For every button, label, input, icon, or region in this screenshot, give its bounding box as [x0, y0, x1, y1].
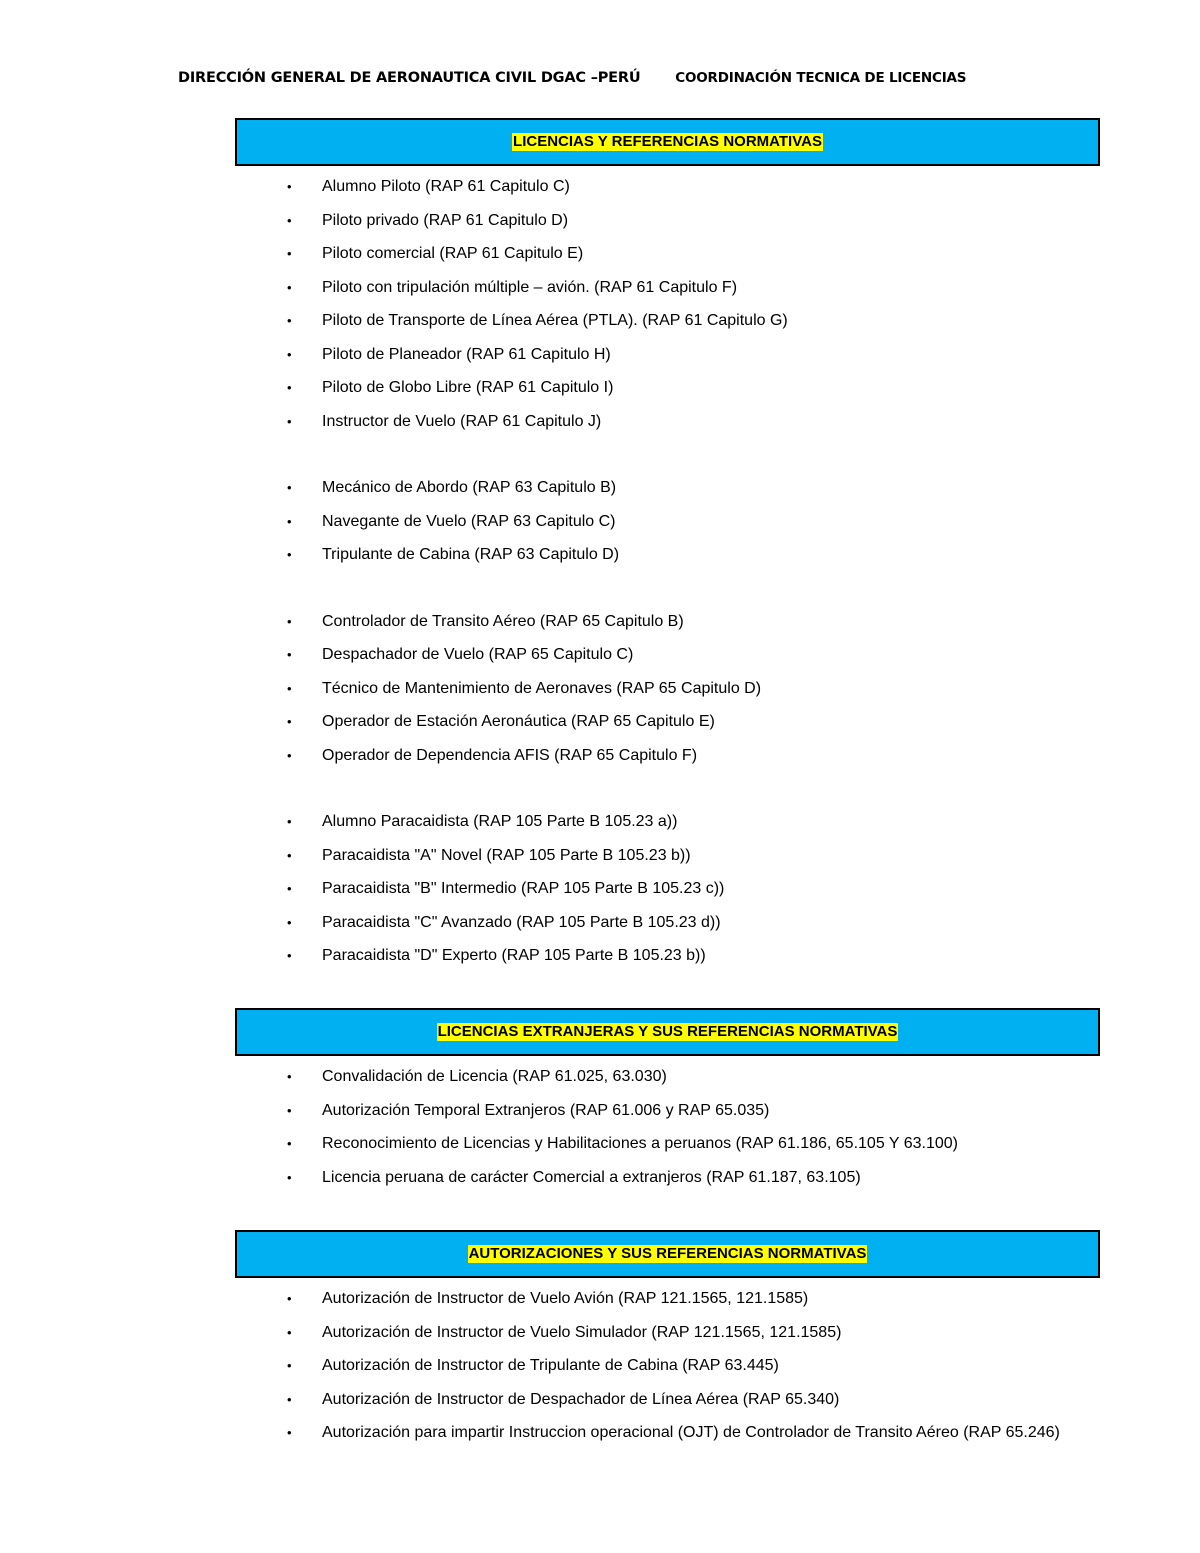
bullet-icon: • [287, 313, 292, 328]
document-header [178, 70, 966, 86]
section-title: LICENCIAS EXTRANJERAS Y SUS REFERENCIAS NORMATIVAS [437, 1023, 898, 1040]
bullet-icon: • [287, 1069, 292, 1084]
bullet-icon: • [287, 380, 292, 395]
list-item: • Despachador de Vuelo (RAP 65 Capitulo C) [287, 642, 1087, 676]
list-item: • Alumno Paracaidista (RAP 105 Parte B 105.23 a)) [287, 809, 1087, 843]
bullet-icon: • [287, 346, 292, 362]
bullet-icon: • [287, 1169, 292, 1185]
bullet-icon: • [287, 547, 292, 562]
list-item: • Paracaidista "C" Avanzado (RAP 105 Parte B 105.23 d)) [287, 910, 1087, 944]
bullet-icon: • [287, 847, 292, 863]
list-item: • Navegante de Vuelo (RAP 63 Capitulo C) [287, 509, 1087, 543]
bullet-icon: • [287, 814, 292, 829]
list-item: • Controlador de Transito Aéreo (RAP 65 Capitulo B) [287, 609, 1087, 643]
list-item: • Piloto privado (RAP 61 Capitulo D) [287, 208, 1087, 242]
bullet-icon: • [287, 914, 292, 930]
list-item: • Piloto de Globo Libre (RAP 61 Capitulo I) [287, 375, 1087, 409]
bullet-icon: • [287, 212, 292, 228]
list-item: • Paracaidista "A" Novel (RAP 105 Parte B 105.23 b)) [287, 843, 1087, 877]
bullet-icon: • [287, 948, 292, 963]
list-item: • Piloto con tripulación múltiple – avión. (RAP 61 Capitulo F) [287, 275, 1087, 309]
bullet-icon: • [287, 1102, 292, 1118]
list-item: • Operador de Dependencia AFIS (RAP 65 Capitulo F) [287, 743, 1087, 777]
list-item: • Convalidación de Licencia (RAP 61.025, 63.030) [287, 1064, 1087, 1098]
list-item: • Operador de Estación Aeronáutica (RAP 65 Capitulo E) [287, 709, 1087, 743]
list-item: • Autorización de Instructor de Tripulante de Cabina (RAP 63.445) [287, 1353, 1087, 1387]
list-item: • Tripulante de Cabina (RAP 63 Capitulo D) [287, 542, 1087, 576]
list-item: • Autorización de Instructor de Vuelo Simulador (RAP 121.1565, 121.1585) [287, 1320, 1087, 1354]
bullet-icon: • [287, 647, 292, 662]
section-header-autorizaciones [235, 1230, 1100, 1278]
licencias-extranjeras-list [287, 1064, 1087, 1198]
list-item: • Paracaidista "D" Experto (RAP 105 Parte B 105.23 b)) [287, 943, 1087, 977]
bullet-icon: • [287, 246, 292, 261]
bullet-icon: • [287, 1324, 292, 1340]
bullet-icon: • [287, 747, 292, 763]
bullet-icon: • [287, 1136, 292, 1151]
list-item: • Autorización de Instructor de Despachador de Línea Aérea (RAP 65.340) [287, 1387, 1087, 1421]
bullet-icon: • [287, 1391, 292, 1407]
section-title: LICENCIAS Y REFERENCIAS NORMATIVAS [513, 133, 822, 150]
bullet-icon: • [287, 480, 292, 495]
bullet-icon: • [287, 881, 292, 896]
bullet-icon: • [287, 613, 292, 629]
bullet-icon: • [287, 279, 292, 295]
header-department: COORDINACIÓN TECNICA DE LICENCIAS [675, 70, 967, 86]
bullet-icon: • [287, 1425, 292, 1440]
bullet-icon: • [287, 513, 292, 529]
bullet-icon: • [287, 413, 292, 429]
list-item: • Licencia peruana de carácter Comercial a extranjeros (RAP 61.187, 63.105) [287, 1165, 1087, 1199]
list-item: • Reconocimiento de Licencias y Habilitaciones a peruanos (RAP 61.186, 65.105 Y 63.100) [287, 1131, 1087, 1165]
header-organization: DIRECCIÓN GENERAL DE AERONAUTICA CIVIL DGAC –PERÚ [178, 70, 641, 86]
bullet-icon: • [287, 680, 292, 696]
section-header-licencias [235, 118, 1100, 166]
list-item: • Autorización Temporal Extranjeros (RAP 61.006 y RAP 65.035) [287, 1098, 1087, 1132]
list-item: • Autorización para impartir Instruccion operacional (OJT) de Controlador de Transito Aéreo (RAP 65.246) [287, 1416, 1087, 1450]
list-item: • Mecánico de Abordo (RAP 63 Capitulo B) [287, 475, 1087, 509]
licencias-list [287, 174, 1087, 977]
list-item: • Piloto de Transporte de Línea Aérea (PTLA). (RAP 61 Capitulo G) [287, 308, 1087, 342]
bullet-icon: • [287, 179, 292, 194]
list-item: • Piloto comercial (RAP 61 Capitulo E) [287, 241, 1087, 275]
list-item: • Alumno Piloto (RAP 61 Capitulo C) [287, 174, 1087, 208]
list-item: • Instructor de Vuelo (RAP 61 Capitulo J) [287, 409, 1087, 443]
bullet-icon: • [287, 1291, 292, 1306]
list-item: • Autorización de Instructor de Vuelo Avión (RAP 121.1565, 121.1585) [287, 1286, 1087, 1320]
section-title: AUTORIZACIONES Y SUS REFERENCIAS NORMATIVAS [468, 1245, 867, 1262]
list-item: • Técnico de Mantenimiento de Aeronaves (RAP 65 Capitulo D) [287, 676, 1087, 710]
autorizaciones-list [287, 1286, 1087, 1450]
section-header-licencias-extranjeras [235, 1008, 1100, 1056]
bullet-icon: • [287, 714, 292, 729]
bullet-icon: • [287, 1358, 292, 1373]
list-item: • Piloto de Planeador (RAP 61 Capitulo H) [287, 342, 1087, 376]
list-item: • Paracaidista "B" Intermedio (RAP 105 Parte B 105.23 c)) [287, 876, 1087, 910]
